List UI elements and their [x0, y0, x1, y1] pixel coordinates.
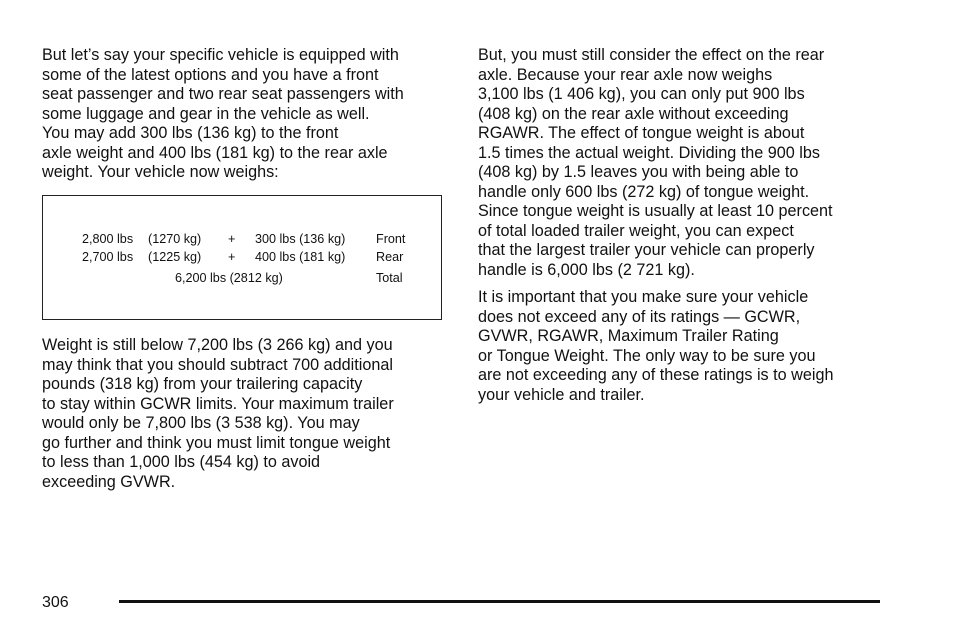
text-line: pounds (318 kg) from your trailering capacity — [42, 375, 363, 393]
text-line: your vehicle and trailer. — [478, 385, 645, 404]
text-line: or Tongue Weight. The only way to be sure you — [478, 346, 816, 365]
text-line: go further and think you must limit tongue weight — [42, 433, 391, 452]
text-line: does not exceed any of its ratings — GCWR, — [478, 307, 801, 326]
text-line: of total loaded trailer weight, you can expect — [478, 221, 794, 240]
rear-base-kg: (1225 kg) — [148, 250, 202, 264]
front-base-lbs: 2,800 lbs — [82, 232, 134, 246]
right-paragraph-2 — [478, 288, 883, 405]
text-line: seat passenger and two rear seat passengers with — [42, 85, 404, 103]
text-line: (408 kg) by 1.5 leaves you with being able to — [478, 163, 799, 181]
text-line: Since tongue weight is usually at least 10 percent — [478, 202, 833, 220]
total-label: Total — [376, 271, 403, 285]
text-line: But, you must still consider the effect on the rear — [478, 46, 825, 64]
text-line: handle only 600 lbs (272 kg) of tongue weight. — [478, 182, 810, 201]
front-label: Front — [376, 232, 406, 246]
right-column — [478, 46, 883, 405]
left-column — [42, 46, 447, 183]
rear-label: Rear — [376, 250, 404, 264]
text-line: GVWR, RGAWR, Maximum Trailer Rating — [478, 327, 779, 345]
text-line: some of the latest options and you have a front — [42, 65, 379, 84]
footer-rule — [119, 600, 880, 603]
text-line: may think that you should subtract 700 additional — [42, 355, 393, 374]
weight-calculation-box — [42, 195, 442, 320]
front-added-weight: 300 lbs (136 kg) — [255, 232, 346, 246]
rear-plus-sign: + — [228, 250, 236, 264]
right-paragraph-1 — [478, 46, 883, 280]
left-column-lower — [42, 336, 447, 492]
text-line: RGAWR. The effect of tongue weight is about — [478, 124, 805, 142]
text-line: 1.5 times the actual weight. Dividing the 900 lbs — [478, 143, 820, 162]
paragraph-spacer — [478, 280, 883, 288]
front-plus-sign: + — [228, 232, 236, 246]
rear-base-lbs: 2,700 lbs — [82, 250, 134, 264]
text-line: exceeding GVWR. — [42, 472, 176, 491]
left-paragraph-1 — [42, 46, 447, 183]
text-line: (408 kg) on the rear axle without exceeding — [478, 104, 789, 123]
text-line: axle weight and 400 lbs (181 kg) to the rear axle — [42, 143, 388, 162]
text-line: handle is 6,000 lbs (2 721 kg). — [478, 260, 695, 279]
left-paragraph-2 — [42, 336, 447, 492]
total-weight: 6,200 lbs (2812 kg) — [175, 271, 283, 285]
text-line: would only be 7,800 lbs (3 538 kg). You may — [42, 414, 360, 432]
text-line: weight. Your vehicle now weighs: — [42, 163, 279, 181]
text-line: that the largest trailer your vehicle can properly — [478, 241, 815, 259]
front-base-kg: (1270 kg) — [148, 232, 202, 246]
text-line: to less than 1,000 lbs (454 kg) to avoid — [42, 453, 321, 471]
text-line: some luggage and gear in the vehicle as well. — [42, 104, 370, 123]
text-line: But let’s say your specific vehicle is equipped with — [42, 46, 399, 64]
text-line: to stay within GCWR limits. Your maximum trailer — [42, 394, 394, 413]
text-line: 3,100 lbs (1 406 kg), you can only put 900 lbs — [478, 85, 805, 103]
text-line: It is important that you make sure your vehicle — [478, 288, 809, 306]
text-line: are not exceeding any of these ratings is to weigh — [478, 366, 834, 384]
text-line: You may add 300 lbs (136 kg) to the front — [42, 124, 339, 142]
text-line: axle. Because your rear axle now weighs — [478, 65, 773, 84]
text-line: Weight is still below 7,200 lbs (3 266 kg) and you — [42, 336, 393, 354]
rear-added-weight: 400 lbs (181 kg) — [255, 250, 346, 264]
page-number: 306 — [42, 594, 69, 611]
